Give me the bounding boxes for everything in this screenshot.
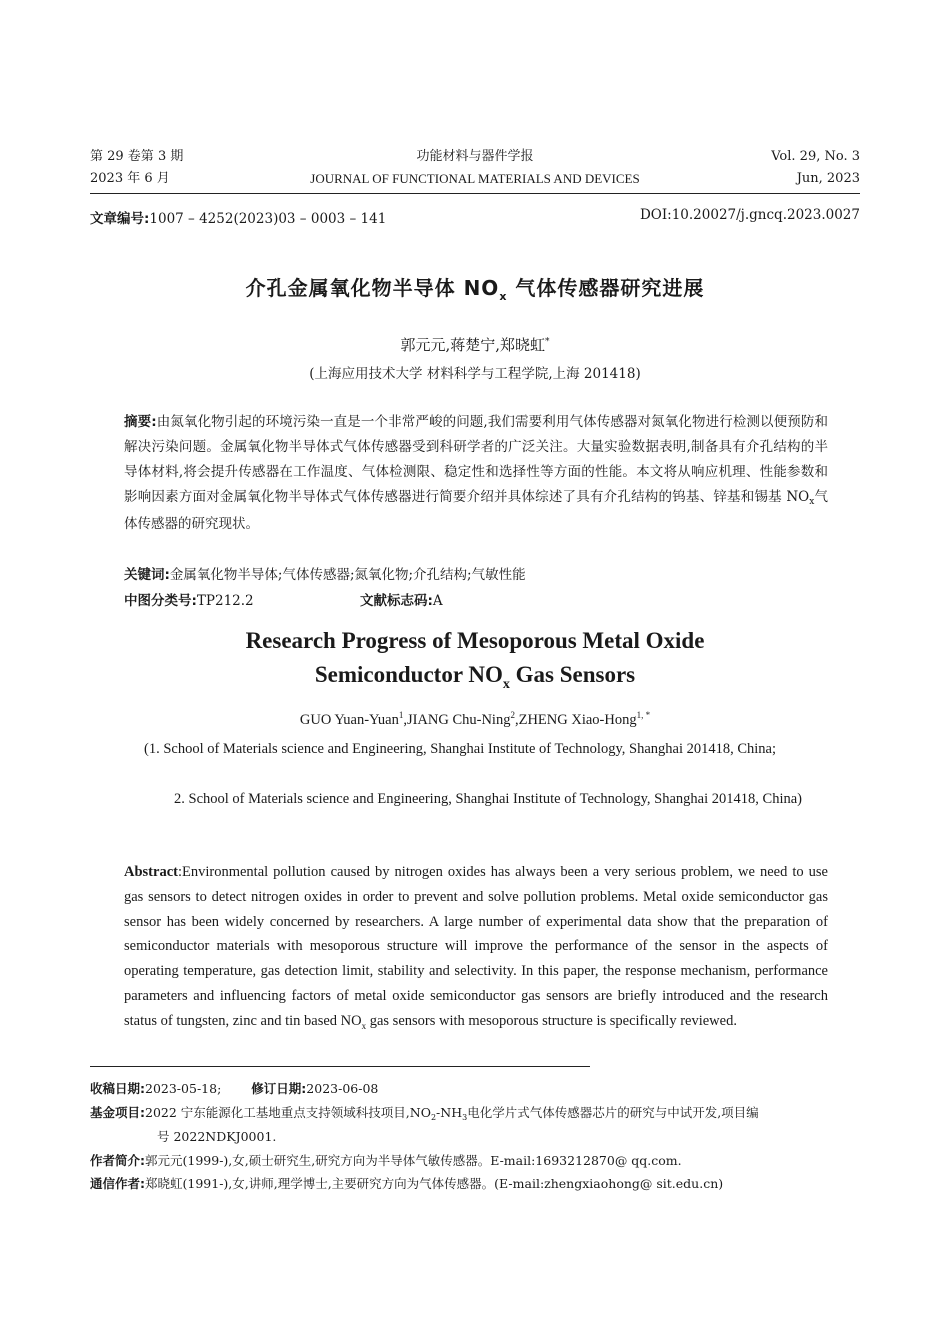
date-en: Jun, 2023 [796, 171, 860, 186]
clc-number: 中图分类号:TP212.2 [124, 593, 254, 609]
volume-issue-cn: 第 29 卷第 3 期 [90, 149, 184, 164]
article-id-label: 文章编号: [90, 211, 150, 227]
affiliation-en-1: (1. School of Materials science and Engineering, Shanghai Institute of Technology, Shanghai 201418, China; [144, 741, 777, 757]
abstract-cn: 摘要:由氮氧化物引起的环境污染一直是一个非常严峻的问题,我们需要利用气体传感器对氮氧化物进行检测以便预防和解决污染问题。金属氧化物半导体式气体传感器受到科研学者的广泛关注。大量实验数据表明,制备具有介孔结构的半导体材料,将会提升传感器在工作温度、气体检测限、稳定性和选择性等方面的性能。本文将从响应机理、性能参数和影响因素方面对金属氧化物半导体式气体传感器进行简要介绍并具体综述了具有介孔结构的钨基、锌基和锡基 $NO_x$气体传感器的研究现状。 [124, 414, 829, 532]
footnote-fund: 基金项目:2022 宁东能源化工基地重点支持领域科技项目$,NO_2-NH_3$电化学片式气体传感器芯片的研究与中试开发,项目编 [90, 1105, 759, 1122]
header-rule [90, 193, 860, 194]
footnote-corresponding: 通信作者:郑晓虹(1991-),女,讲师,理学博士,主要研究方向为气体传感器。(E-mail:zhengxiaohong@ sit.edu.cn) [90, 1176, 724, 1191]
title-en-line1: Research Progress of Mesoporous Metal Oxide [245, 628, 705, 653]
article-id [90, 207, 386, 227]
footnote-fund-line2: 号 2022NDKJ0001. [157, 1129, 277, 1144]
footnote-dates: 收稿日期:2023-05-18; 修订日期:2023-06-08 [90, 1081, 379, 1096]
footnote-author: 作者简介:郭元元(1999-),女,硕士研究生,研究方向为半导体气敏传感器。E-mail:1693212870@ qq.com. [90, 1153, 682, 1168]
keywords-cn: 关键词:金属氧化物半导体;气体传感器;氮氧化物;介孔结构;气敏性能 [124, 567, 526, 583]
doi: DOI:10.20027/j.gncq.2023.0027 [639, 207, 860, 223]
affiliation-cn: (上海应用技术大学 材料科学与工程学院,上海 201418) [309, 366, 641, 382]
journal-name-en: JOURNAL OF FUNCTIONAL MATERIALS AND DEVICES [310, 171, 640, 186]
abstract-cn-label: 摘要: [124, 414, 157, 430]
affiliation-en-2: 2. School of Materials science and Engineering, Shanghai Institute of Technology, Shanghai 201418, China) [174, 791, 802, 807]
keywords-label: 关键词: [124, 567, 170, 583]
authors-cn: 郭元元,蒋楚宁,郑晓虹* [400, 336, 550, 354]
title-cn: 介孔金属氧化物半导体 $NO_x$ 气体传感器研究进展 [245, 276, 705, 303]
title-en-line2: Semiconductor $NO_x$ Gas Sensors [314, 662, 636, 692]
abstract-en-label: Abstract [124, 864, 178, 880]
authors-en: GUO Yuan-Yuan$^1$,JIANG Chu-Ning$^2$,ZHENG Xiao-Hong$^{1, *}$ [299, 710, 651, 728]
abstract-en: Abstract:Environmental pollution caused by nitrogen oxides has always been a very serious problem, we need to use gas sensors to detect nitrogen oxides in order to prevent and solve pollution problems. Metal oxide semiconductor gas sensor has been widely concerned by researchers. A large number of experimental data show that the preparation of semiconductor materials with mesoporous structure will improve the performance of the sensor in the aspects of operating temperature, gas detection limit, stability and selectivity. In this paper, the response mechanism, performance parameters and influencing factors of metal oxide semiconductor gas sensors are briefly introduced and the research status of tungsten, zinc and tin based $NO_x$ gas sensors with mesoporous structure is specifically reviewed. [124, 864, 828, 1031]
article-id-value: 1007 – 4252(2023)03 – 0003 – 141 [149, 211, 387, 227]
journal-name-cn: 功能材料与器件学报 [416, 149, 534, 164]
volume-issue-en: Vol. 29, No. 3 [771, 149, 860, 164]
date-cn: 2023 年 6 月 [90, 171, 170, 186]
footnote-rule [90, 1066, 590, 1067]
document-code: 文献标志码:A [360, 593, 443, 609]
